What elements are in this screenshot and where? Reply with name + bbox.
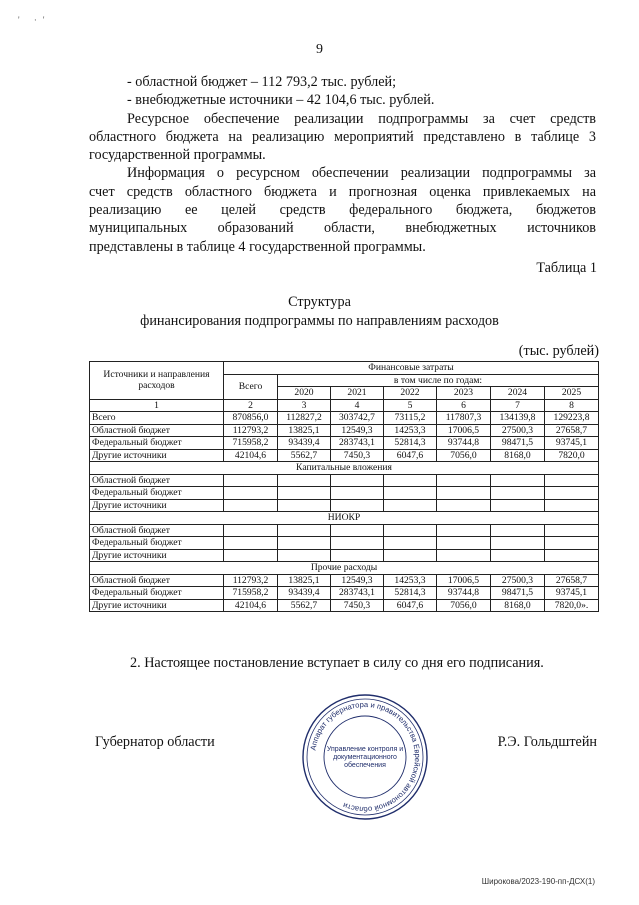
paragraph3-line5: представлены в таблице 4 государственной программы.: [89, 238, 426, 255]
list-item-extrabudget: - внебюджетные источники – 42 104,6 тыс. рублей.: [127, 92, 435, 109]
document-code: Широкова/2023-190-пп-ДСХ(1): [481, 877, 595, 886]
cell-value: 17006,5: [437, 424, 491, 437]
table-row-other-regional: [90, 574, 599, 587]
cell-value: 27500,3: [491, 424, 545, 437]
table-row: [90, 474, 599, 487]
col-number: 3: [278, 399, 331, 412]
funding-list: [89, 73, 596, 256]
table-row: [90, 537, 599, 550]
row-label: Областной бюджет: [90, 424, 224, 437]
col-number: 5: [384, 399, 437, 412]
cell-value: 52814,3: [384, 587, 437, 600]
paragraph3-line3: реализацию ее целей средств федерального бюджета, бюджетов: [89, 202, 596, 219]
header-costs: Финансовые затраты: [224, 362, 599, 375]
header-by-years: в том числе по годам:: [278, 374, 599, 387]
year-cell: 2022: [384, 387, 437, 400]
table-row-other-other: [90, 599, 599, 612]
section-niokr-row: [90, 512, 599, 525]
year-cell: 2023: [437, 387, 491, 400]
header-total: Всего: [224, 374, 278, 399]
cell-value: 8168,0: [491, 599, 545, 612]
section-other-row: [90, 562, 599, 575]
year-cell: 2025: [545, 387, 599, 400]
row-label: Другие источники: [90, 499, 224, 512]
list-item-regional: - областной бюджет – 112 793,2 тыс. рублей;: [127, 74, 397, 90]
cell-value: 93439,4: [278, 587, 331, 600]
cell-value: 6047,6: [384, 599, 437, 612]
cell-value: 129223,8: [545, 412, 599, 425]
section-other-expenses: Прочие расходы: [90, 562, 599, 575]
table-row-other-federal: [90, 587, 599, 600]
year-cell: 2021: [331, 387, 384, 400]
row-label: Областной бюджет: [90, 574, 224, 587]
row-label: Другие источники: [90, 549, 224, 562]
row-label: Федеральный бюджет: [90, 587, 224, 600]
row-label: Областной бюджет: [90, 524, 224, 537]
year-cell: 2024: [491, 387, 545, 400]
row-label: Федеральный бюджет: [90, 437, 224, 450]
cell-value: 42104,6: [224, 449, 278, 462]
cell-value: 6047,6: [384, 449, 437, 462]
signatory-name: Р.Э. Гольдштейн: [497, 734, 597, 750]
paragraph2-line3: государственной программы.: [89, 147, 266, 164]
cell-value: 93745,1: [545, 587, 599, 600]
paragraph3-line4: муниципальных образований области, внебюджетных источников: [89, 220, 596, 237]
table-caption-subtitle: финансирования подпрограммы по направлениям расходов: [140, 313, 499, 329]
cell-value: 112793,2: [224, 424, 278, 437]
cell-value: 7450,3: [331, 599, 384, 612]
cell-value: 73115,2: [384, 412, 437, 425]
header-row-1: [90, 362, 599, 375]
section-capital-row: [90, 462, 599, 475]
cell-value: 17006,5: [437, 574, 491, 587]
cell-value: 870856,0: [224, 412, 278, 425]
cell-value: 7820,0: [545, 449, 599, 462]
cell-value: 93439,4: [278, 437, 331, 450]
table-label: Таблица 1: [536, 260, 597, 276]
cell-value: 93744,8: [437, 587, 491, 600]
signatory-title: Губернатор области: [95, 734, 215, 750]
cell-value: 13825,1: [278, 574, 331, 587]
table-caption-title: Структура: [288, 294, 351, 310]
col-number: 4: [331, 399, 384, 412]
cell-value: 27500,3: [491, 574, 545, 587]
cell-value: 715958,2: [224, 587, 278, 600]
cell-value: 14253,3: [384, 424, 437, 437]
cell-value: 112827,2: [278, 412, 331, 425]
cell-value: 13825,1: [278, 424, 331, 437]
col-number: 2: [224, 399, 278, 412]
cell-value: 5562,7: [278, 599, 331, 612]
col-number: 7: [491, 399, 545, 412]
col-number: 8: [545, 399, 599, 412]
year-cell: 2020: [278, 387, 331, 400]
cell-value: 12549,3: [331, 424, 384, 437]
financing-table: [89, 361, 599, 612]
cell-value: 117807,3: [437, 412, 491, 425]
cell-value: 52814,3: [384, 437, 437, 450]
row-label: Другие источники: [90, 599, 224, 612]
cell-value: 27658,7: [545, 574, 599, 587]
cell-value: 42104,6: [224, 599, 278, 612]
table-row-federal: [90, 437, 599, 450]
row-label: Федеральный бюджет: [90, 537, 224, 550]
paragraph2-line1: Ресурсное обеспечение реализации подпрограммы за счет средств: [127, 110, 596, 127]
cell-value: 7450,3: [331, 449, 384, 462]
col-number: 6: [437, 399, 491, 412]
scan-speck: ' ·': [18, 15, 51, 25]
section-niokr: НИОКР: [90, 512, 599, 525]
cell-value: 7056,0: [437, 599, 491, 612]
page-number: 9: [316, 42, 323, 57]
cell-value: 283743,1: [331, 587, 384, 600]
cell-value: 7820,0».: [545, 599, 599, 612]
cell-value: 93745,1: [545, 437, 599, 450]
paragraph2-line2: областного бюджета на реализацию мероприятий представлено в таблице 3: [89, 128, 596, 145]
row-label: Федеральный бюджет: [90, 487, 224, 500]
row-label: Другие источники: [90, 449, 224, 462]
row-label: Областной бюджет: [90, 474, 224, 487]
cell-value: 283743,1: [331, 437, 384, 450]
col-number: 1: [90, 399, 224, 412]
cell-value: 93744,8: [437, 437, 491, 450]
table-row-total: [90, 412, 599, 425]
paragraph3-line2: счет средств областного бюджета и прогнозная оценка привлекаемых на: [89, 183, 596, 200]
cell-value: 14253,3: [384, 574, 437, 587]
units-label: (тыс. рублей): [518, 343, 599, 359]
cell-value: 12549,3: [331, 574, 384, 587]
cell-value: 303742,7: [331, 412, 384, 425]
paragraph3-line1: Информация о ресурсном обеспечении реализации подпрограммы за: [127, 165, 596, 182]
cell-value: 8168,0: [491, 449, 545, 462]
cell-value: 112793,2: [224, 574, 278, 587]
stamp-outer-text: Аппарат губернатора и правительства Еврейской автономной области: [308, 699, 423, 815]
column-number-row: [90, 399, 599, 412]
cell-value: 5562,7: [278, 449, 331, 462]
stamp-inner-line2: документационного: [333, 754, 397, 761]
table-row: [90, 524, 599, 537]
cell-value: 7056,0: [437, 449, 491, 462]
cell-value: 98471,5: [491, 437, 545, 450]
stamp-inner-line1: Управление контроля и: [326, 746, 404, 753]
stamp-inner-line3: обеспечения: [344, 762, 386, 769]
table-row: [90, 549, 599, 562]
cell-value: 98471,5: [491, 587, 545, 600]
row-label: Всего: [90, 412, 224, 425]
cell-value: 134139,8: [491, 412, 545, 425]
cell-value: 715958,2: [224, 437, 278, 450]
section-capital: Капитальные вложения: [90, 462, 599, 475]
header-sources: Источники и направления расходов: [90, 362, 224, 400]
official-stamp: [300, 692, 430, 822]
table-row-regional: [90, 424, 599, 437]
table-row: [90, 487, 599, 500]
table-row-other-sources: [90, 449, 599, 462]
decree-clause: 2. Настоящее постановление вступает в силу со дня его подписания.: [130, 655, 544, 671]
table-row: [90, 499, 599, 512]
cell-value: 27658,7: [545, 424, 599, 437]
